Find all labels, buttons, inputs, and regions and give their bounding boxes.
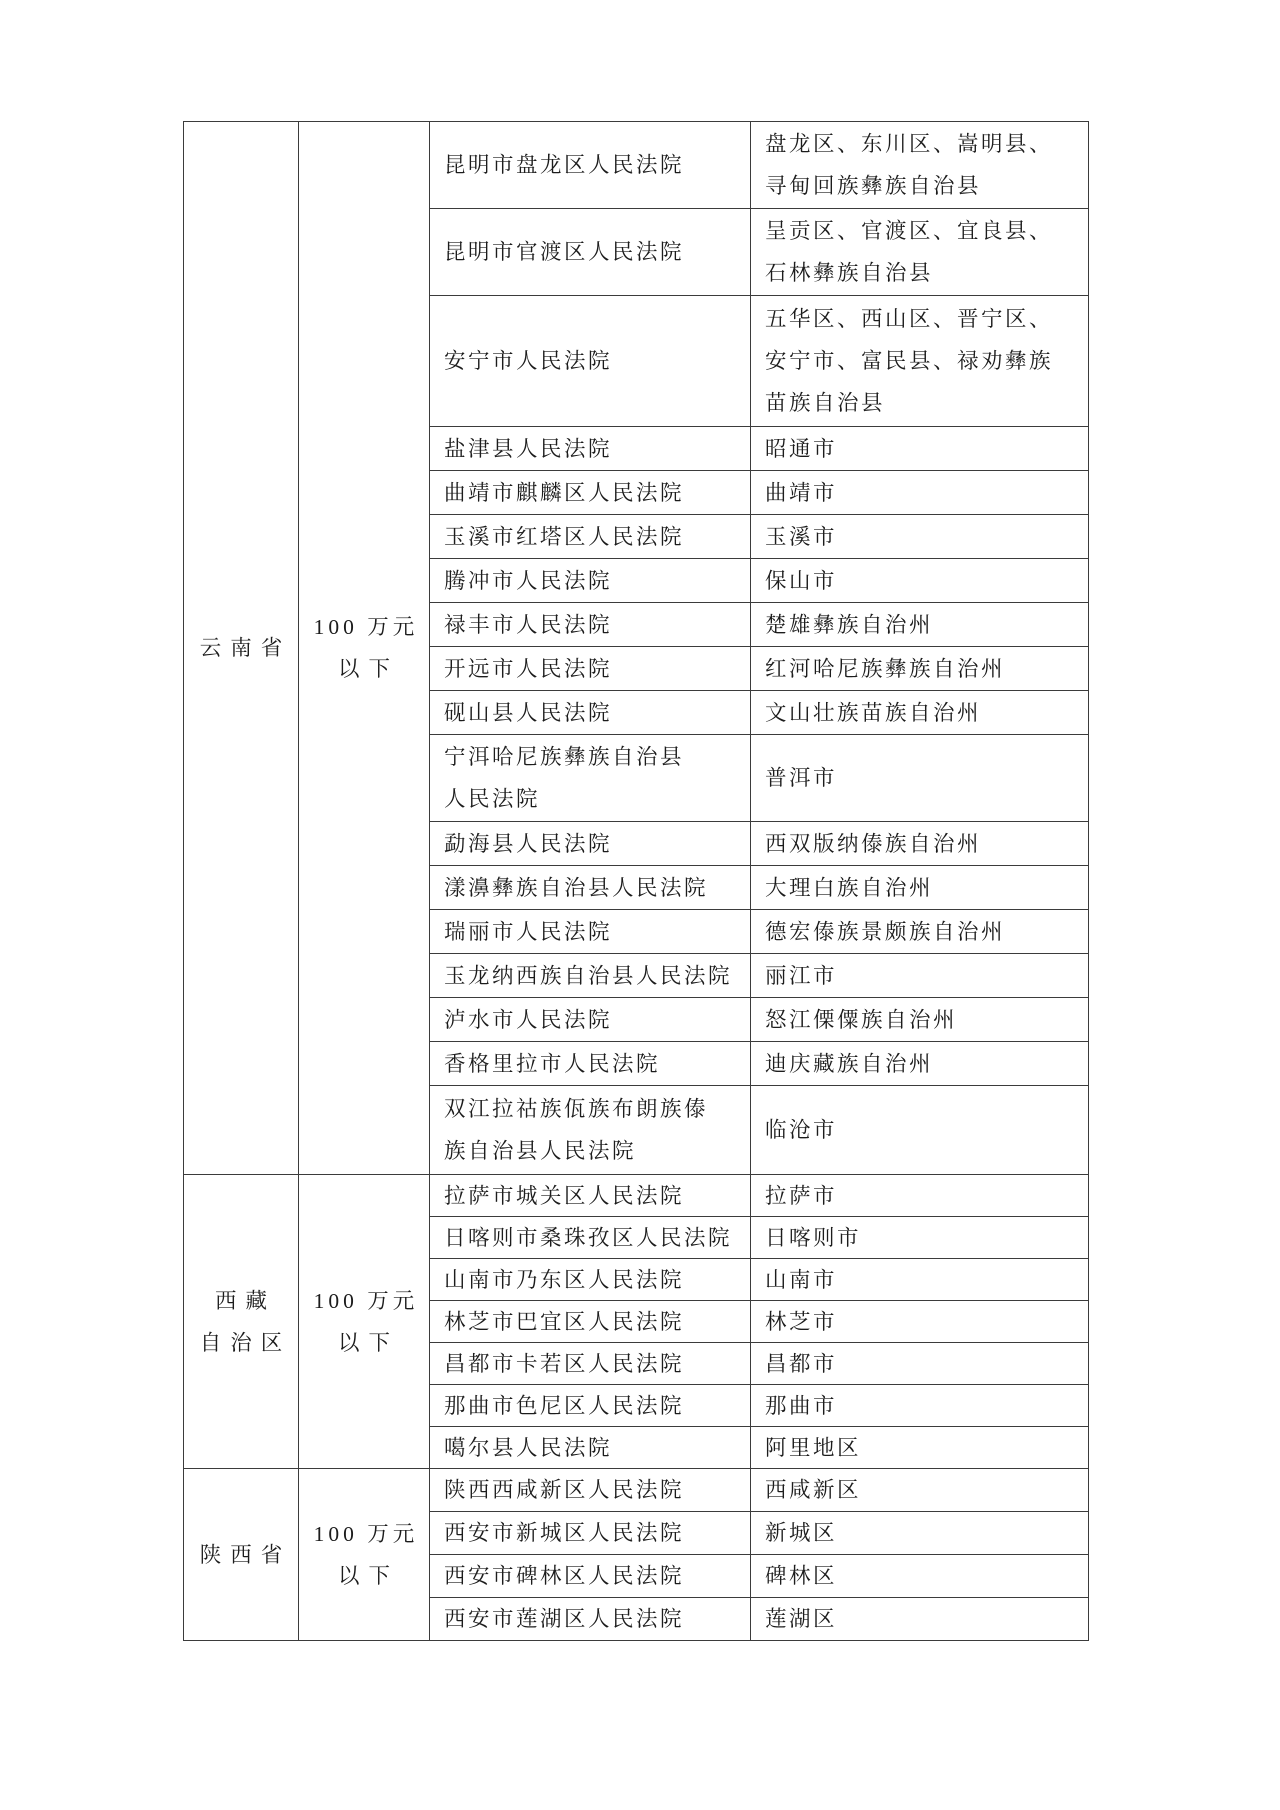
jurisdiction-cell: [751, 1217, 1088, 1258]
amount-threshold-line: 以下: [337, 1330, 399, 1355]
court-name-line: 宁洱哈尼族彝族自治县: [444, 745, 685, 769]
jurisdiction-cell: [751, 1343, 1088, 1384]
province-name: 陕西省: [199, 1542, 292, 1567]
court-name-line: 砚山县人民法院: [444, 700, 613, 725]
court-name-cell: [430, 559, 751, 602]
jurisdiction-line: 西双版纳傣族自治州: [765, 831, 982, 856]
court-name-cell: [430, 1217, 751, 1258]
court-name-line: 人民法院: [444, 787, 541, 811]
court-name-line: 玉龙纳西族自治县人民法院: [444, 963, 733, 988]
table-row: [430, 1597, 1088, 1640]
table-row: [430, 1258, 1088, 1300]
province-section: [184, 122, 1088, 1174]
province-cell: [184, 1175, 299, 1468]
province-cell: [184, 122, 299, 1174]
court-name-line: 开远市人民法院: [444, 656, 613, 681]
jurisdiction-line: 昌都市: [765, 1351, 838, 1376]
jurisdiction-line: 碑林区: [765, 1564, 838, 1588]
table-row: [430, 1384, 1088, 1426]
court-name-cell: [430, 1555, 751, 1597]
court-name-cell: [430, 1385, 751, 1426]
jurisdiction-cell: [751, 427, 1088, 470]
table-row: [430, 470, 1088, 514]
jurisdiction-line: 莲湖区: [765, 1607, 838, 1631]
court-name-line: 勐海县人民法院: [444, 831, 613, 856]
table-row: [430, 1300, 1088, 1342]
province-name: 云南省: [199, 636, 292, 660]
table-row: [430, 821, 1088, 865]
jurisdiction-cell: [751, 209, 1088, 295]
amount-threshold-line: 100 万元: [313, 1288, 419, 1313]
court-name-cell: [430, 1086, 751, 1174]
table-row: [430, 909, 1088, 953]
jurisdiction-line: 拉萨市: [765, 1183, 838, 1208]
jurisdiction-cell: [751, 1512, 1088, 1554]
table-row: [430, 1175, 1088, 1216]
court-name-line: 双江拉祜族佤族布朗族傣: [444, 1097, 709, 1121]
jurisdiction-line: 曲靖市: [765, 480, 838, 505]
court-name-cell: [430, 998, 751, 1041]
court-name-line: 漾濞彝族自治县人民法院: [444, 875, 709, 900]
province-name: 西藏: [214, 1288, 276, 1313]
court-jurisdiction-table: [183, 121, 1089, 1641]
court-name-line: 山南市乃东区人民法院: [444, 1267, 685, 1292]
court-name-line: 玉溪市红塔区人民法院: [444, 524, 685, 549]
jurisdiction-line: 红河哈尼族彝族自治州: [765, 656, 1006, 681]
jurisdiction-cell: [751, 954, 1088, 997]
court-name-line: 西安市莲湖区人民法院: [444, 1607, 685, 1631]
court-name-line: 西安市新城区人民法院: [444, 1521, 685, 1545]
jurisdiction-line: 山南市: [765, 1267, 838, 1292]
table-row: [430, 734, 1088, 821]
jurisdiction-line: 阿里地区: [765, 1435, 862, 1460]
jurisdiction-line: 那曲市: [765, 1393, 838, 1418]
table-row: [430, 1041, 1088, 1085]
court-name-line: 昆明市盘龙区人民法院: [444, 153, 685, 177]
amount-threshold-cell: [299, 1175, 430, 1468]
court-name-cell: [430, 1427, 751, 1468]
jurisdiction-line: 石林彝族自治县: [765, 261, 934, 285]
court-name-line: 曲靖市麒麟区人民法院: [444, 480, 685, 505]
table-row: [430, 426, 1088, 470]
jurisdiction-line: 怒江傈僳族自治州: [765, 1007, 958, 1032]
jurisdiction-cell: [751, 1555, 1088, 1597]
court-name-line: 昌都市卡若区人民法院: [444, 1351, 685, 1376]
jurisdiction-line: 寻甸回族彝族自治县: [765, 174, 982, 198]
jurisdiction-cell: [751, 1598, 1088, 1640]
jurisdiction-line: 玉溪市: [765, 524, 838, 549]
court-rows: [430, 1175, 1088, 1468]
jurisdiction-line: 安宁市、富民县、禄劝彝族: [765, 349, 1054, 373]
table-row: [430, 690, 1088, 734]
jurisdiction-cell: [751, 515, 1088, 558]
court-rows: [430, 1469, 1088, 1640]
jurisdiction-cell: [751, 1175, 1088, 1216]
jurisdiction-cell: [751, 691, 1088, 734]
jurisdiction-line: 盘龙区、东川区、嵩明县、: [765, 132, 1054, 156]
jurisdiction-line: 昭通市: [765, 436, 838, 461]
table-row: [430, 602, 1088, 646]
jurisdiction-line: 日喀则市: [765, 1225, 862, 1250]
court-name-line: 族自治县人民法院: [444, 1139, 637, 1163]
jurisdiction-line: 楚雄彝族自治州: [765, 612, 934, 637]
court-name-line: 禄丰市人民法院: [444, 612, 613, 637]
court-name-line: 西安市碑林区人民法院: [444, 1564, 685, 1588]
province-section: [184, 1468, 1088, 1640]
table-row: [430, 295, 1088, 426]
court-name-line: 香格里拉市人民法院: [444, 1051, 661, 1076]
jurisdiction-line: 五华区、西山区、晋宁区、: [765, 307, 1054, 331]
jurisdiction-cell: [751, 998, 1088, 1041]
table-row: [430, 1511, 1088, 1554]
jurisdiction-cell: [751, 122, 1088, 208]
table-row: [430, 122, 1088, 208]
court-name-cell: [430, 1259, 751, 1300]
court-name-cell: [430, 866, 751, 909]
table-row: [430, 865, 1088, 909]
jurisdiction-cell: [751, 910, 1088, 953]
court-name-cell: [430, 471, 751, 514]
jurisdiction-cell: [751, 1301, 1088, 1342]
jurisdiction-cell: [751, 1385, 1088, 1426]
court-name-line: 陕西西咸新区人民法院: [444, 1478, 685, 1502]
court-name-cell: [430, 1469, 751, 1511]
jurisdiction-line: 迪庆藏族自治州: [765, 1051, 934, 1076]
amount-threshold-line: 100 万元: [313, 615, 419, 639]
jurisdiction-cell: [751, 1427, 1088, 1468]
amount-threshold-line: 以下: [337, 657, 399, 681]
court-name-cell: [430, 427, 751, 470]
jurisdiction-line: 呈贡区、官渡区、宜良县、: [765, 219, 1054, 243]
table-row: [430, 208, 1088, 295]
table-row: [430, 1426, 1088, 1468]
table-row: [430, 558, 1088, 602]
province-cell: [184, 1469, 299, 1640]
jurisdiction-line: 丽江市: [765, 963, 838, 988]
jurisdiction-cell: [751, 603, 1088, 646]
table-row: [430, 1469, 1088, 1511]
jurisdiction-line: 林芝市: [765, 1309, 838, 1334]
court-name-line: 昆明市官渡区人民法院: [444, 240, 685, 264]
court-name-cell: [430, 122, 751, 208]
jurisdiction-cell: [751, 1469, 1088, 1511]
court-name-cell: [430, 209, 751, 295]
court-name-cell: [430, 515, 751, 558]
court-name-cell: [430, 1042, 751, 1085]
jurisdiction-line: 德宏傣族景颇族自治州: [765, 919, 1006, 944]
court-name-cell: [430, 822, 751, 865]
amount-threshold-line: 以下: [337, 1563, 399, 1588]
court-name-cell: [430, 1512, 751, 1554]
court-name-cell: [430, 1598, 751, 1640]
jurisdiction-cell: [751, 559, 1088, 602]
jurisdiction-line: 苗族自治县: [765, 391, 886, 415]
jurisdiction-line: 新城区: [765, 1521, 838, 1545]
jurisdiction-cell: [751, 471, 1088, 514]
court-name-cell: [430, 296, 751, 426]
court-name-cell: [430, 691, 751, 734]
court-name-cell: [430, 735, 751, 821]
province-name: 自治区: [199, 1330, 292, 1355]
amount-threshold-cell: [299, 1469, 430, 1640]
jurisdiction-line: 文山壮族苗族自治州: [765, 700, 982, 725]
jurisdiction-line: 大理白族自治州: [765, 875, 934, 900]
table-row: [430, 1342, 1088, 1384]
court-name-cell: [430, 910, 751, 953]
court-name-line: 林芝市巴宜区人民法院: [444, 1309, 685, 1334]
table-row: [430, 1216, 1088, 1258]
jurisdiction-cell: [751, 647, 1088, 690]
court-name-cell: [430, 954, 751, 997]
table-row: [430, 953, 1088, 997]
court-name-cell: [430, 1301, 751, 1342]
jurisdiction-cell: [751, 1259, 1088, 1300]
court-name-line: 瑞丽市人民法院: [444, 919, 613, 944]
jurisdiction-cell: [751, 1042, 1088, 1085]
court-name-cell: [430, 603, 751, 646]
jurisdiction-line: 西咸新区: [765, 1478, 862, 1502]
court-name-cell: [430, 647, 751, 690]
court-name-line: 噶尔县人民法院: [444, 1435, 613, 1460]
court-rows: [430, 122, 1088, 1174]
amount-threshold-cell: [299, 122, 430, 1174]
table-row: [430, 514, 1088, 558]
table-row: [430, 997, 1088, 1041]
court-name-line: 腾冲市人民法院: [444, 568, 613, 593]
table-row: [430, 646, 1088, 690]
court-name-cell: [430, 1343, 751, 1384]
jurisdiction-cell: [751, 296, 1088, 426]
table-row: [430, 1085, 1088, 1174]
jurisdiction-cell: [751, 822, 1088, 865]
jurisdiction-cell: [751, 866, 1088, 909]
court-name-line: 那曲市色尼区人民法院: [444, 1393, 685, 1418]
court-name-line: 拉萨市城关区人民法院: [444, 1183, 685, 1208]
jurisdiction-cell: [751, 735, 1088, 821]
court-name-cell: [430, 1175, 751, 1216]
court-name-line: 盐津县人民法院: [444, 436, 613, 461]
jurisdiction-cell: [751, 1086, 1088, 1174]
jurisdiction-line: 保山市: [765, 568, 838, 593]
table-row: [430, 1554, 1088, 1597]
court-name-line: 泸水市人民法院: [444, 1007, 613, 1032]
court-name-line: 日喀则市桑珠孜区人民法院: [444, 1225, 733, 1250]
jurisdiction-line: 普洱市: [765, 766, 838, 790]
province-section: [184, 1174, 1088, 1468]
jurisdiction-line: 临沧市: [765, 1118, 838, 1142]
court-name-line: 安宁市人民法院: [444, 349, 613, 373]
amount-threshold-line: 100 万元: [313, 1521, 419, 1546]
